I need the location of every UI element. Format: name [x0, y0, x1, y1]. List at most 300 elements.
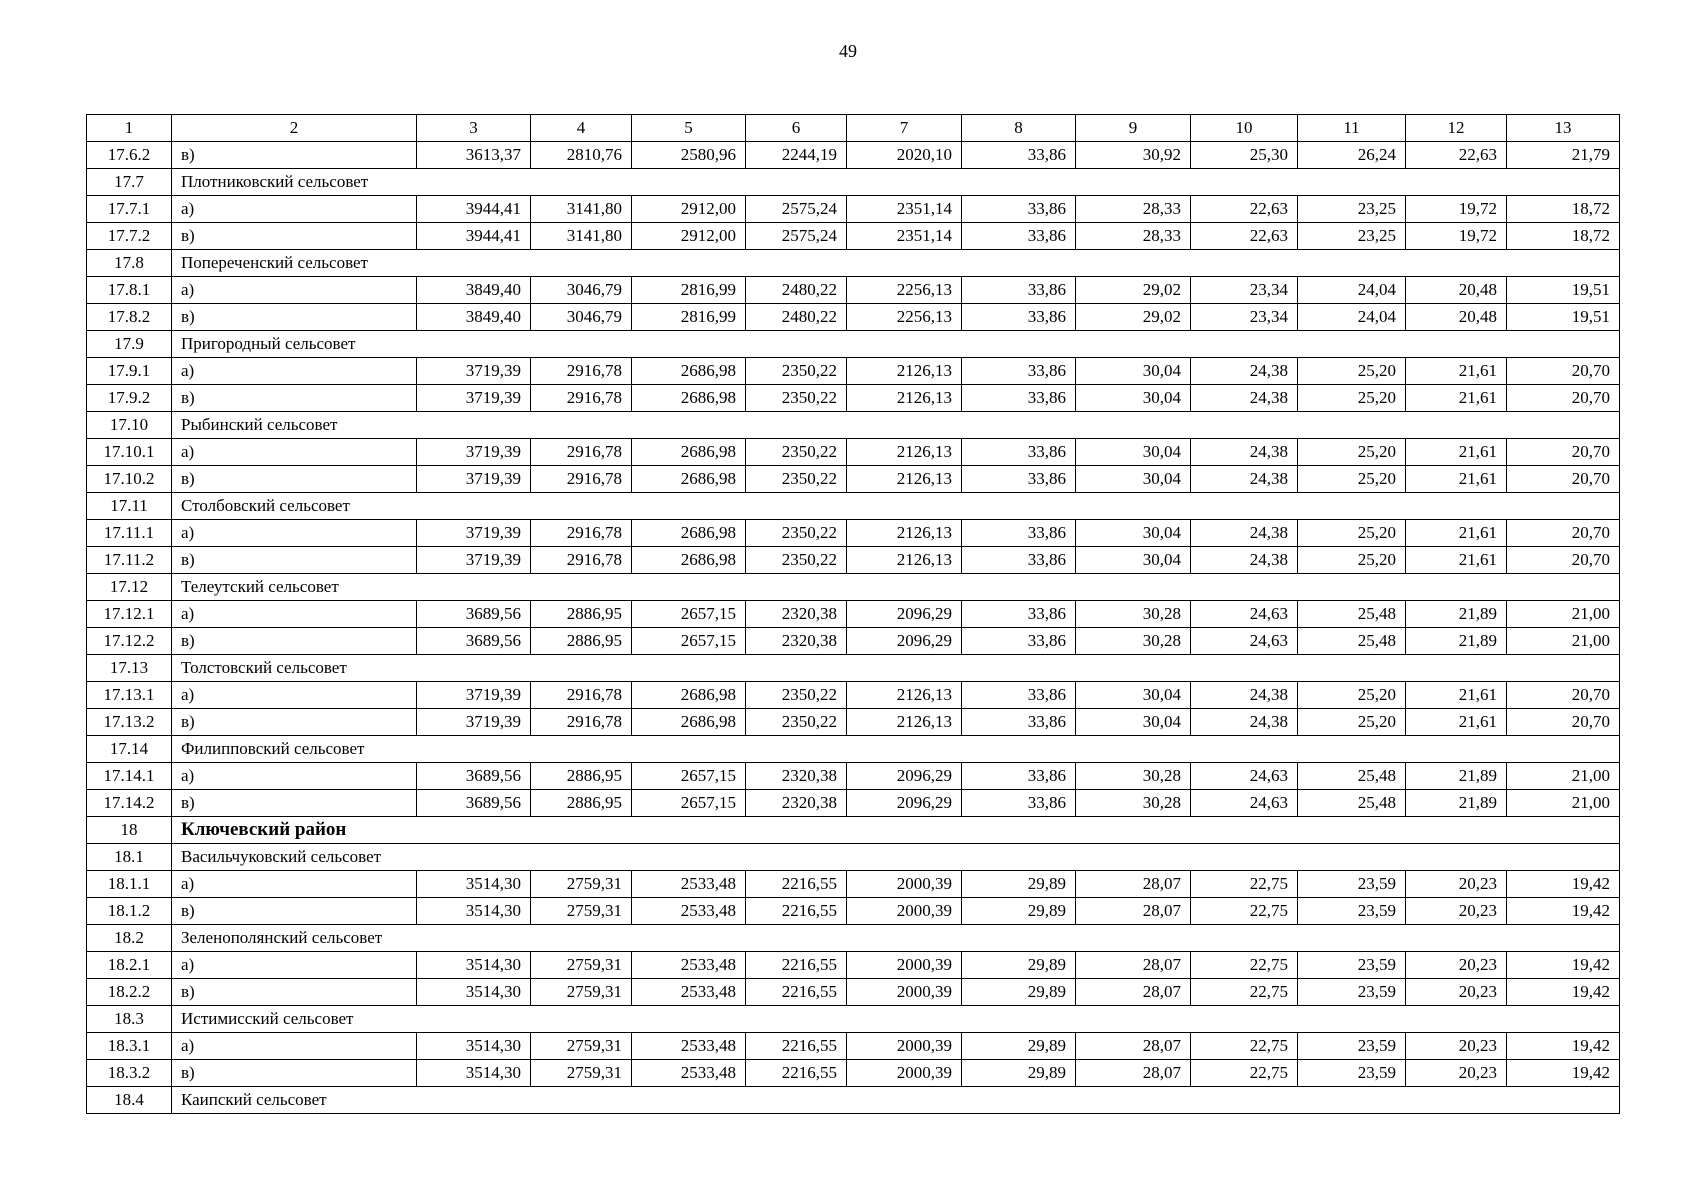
value-cell: 25,48 — [1298, 601, 1406, 628]
column-header: 13 — [1507, 115, 1620, 142]
table-body — [87, 115, 1620, 1114]
value-cell: 3719,39 — [417, 709, 531, 736]
value-cell: 24,63 — [1191, 790, 1298, 817]
value-cell: 3514,30 — [417, 1060, 531, 1087]
value-cell: 20,23 — [1406, 871, 1507, 898]
row-number: 17.7 — [87, 169, 172, 196]
column-header: 12 — [1406, 115, 1507, 142]
value-cell: 33,86 — [962, 304, 1076, 331]
section-row — [87, 844, 1620, 871]
row-label: в) — [172, 898, 417, 925]
value-cell: 22,75 — [1191, 979, 1298, 1006]
row-number: 17.9.2 — [87, 385, 172, 412]
value-cell: 2320,38 — [746, 601, 847, 628]
section-title: Плотниковский сельсовет — [172, 169, 1620, 196]
row-number: 17.12.2 — [87, 628, 172, 655]
row-label: а) — [172, 871, 417, 898]
value-cell: 23,34 — [1191, 277, 1298, 304]
value-cell: 19,42 — [1507, 979, 1620, 1006]
value-cell: 24,04 — [1298, 304, 1406, 331]
row-label: в) — [172, 466, 417, 493]
section-row — [87, 574, 1620, 601]
value-cell: 2886,95 — [531, 763, 632, 790]
row-label: в) — [172, 709, 417, 736]
section-title: Поперечeнский сельсовет — [172, 250, 1620, 277]
value-cell: 29,89 — [962, 979, 1076, 1006]
column-header: 10 — [1191, 115, 1298, 142]
value-cell: 24,38 — [1191, 358, 1298, 385]
value-cell: 2575,24 — [746, 223, 847, 250]
row-number: 18.2.1 — [87, 952, 172, 979]
value-cell: 20,70 — [1507, 547, 1620, 574]
value-cell: 24,38 — [1191, 439, 1298, 466]
table-row — [87, 763, 1620, 790]
row-number: 18.3 — [87, 1006, 172, 1033]
value-cell: 23,25 — [1298, 196, 1406, 223]
value-cell: 3689,56 — [417, 601, 531, 628]
value-cell: 33,86 — [962, 223, 1076, 250]
value-cell: 18,72 — [1507, 223, 1620, 250]
value-cell: 2686,98 — [632, 520, 746, 547]
value-cell: 30,04 — [1076, 385, 1191, 412]
value-cell: 21,00 — [1507, 790, 1620, 817]
value-cell: 23,34 — [1191, 304, 1298, 331]
value-cell: 25,20 — [1298, 358, 1406, 385]
row-number: 17.11 — [87, 493, 172, 520]
row-number: 17.11.2 — [87, 547, 172, 574]
value-cell: 33,86 — [962, 385, 1076, 412]
value-cell: 22,75 — [1191, 952, 1298, 979]
value-cell: 2096,29 — [847, 763, 962, 790]
table-row — [87, 898, 1620, 925]
row-number: 17.14.1 — [87, 763, 172, 790]
value-cell: 23,59 — [1298, 979, 1406, 1006]
value-cell: 21,00 — [1507, 628, 1620, 655]
value-cell: 23,59 — [1298, 1033, 1406, 1060]
value-cell: 2657,15 — [632, 763, 746, 790]
value-cell: 2126,13 — [847, 358, 962, 385]
value-cell: 33,86 — [962, 790, 1076, 817]
row-number: 17.10 — [87, 412, 172, 439]
value-cell: 21,89 — [1406, 790, 1507, 817]
value-cell: 19,42 — [1507, 952, 1620, 979]
value-cell: 19,42 — [1507, 1060, 1620, 1087]
table-row — [87, 1060, 1620, 1087]
value-cell: 3944,41 — [417, 223, 531, 250]
value-cell: 2320,38 — [746, 790, 847, 817]
value-cell: 2916,78 — [531, 358, 632, 385]
row-label: а) — [172, 358, 417, 385]
value-cell: 21,61 — [1406, 682, 1507, 709]
value-cell: 2533,48 — [632, 1033, 746, 1060]
table-row — [87, 979, 1620, 1006]
value-cell: 2351,14 — [847, 223, 962, 250]
row-number: 18.3.1 — [87, 1033, 172, 1060]
value-cell: 19,42 — [1507, 898, 1620, 925]
table-row — [87, 871, 1620, 898]
value-cell: 22,63 — [1191, 196, 1298, 223]
value-cell: 2886,95 — [531, 628, 632, 655]
value-cell: 33,86 — [962, 520, 1076, 547]
value-cell: 21,00 — [1507, 763, 1620, 790]
value-cell: 3719,39 — [417, 439, 531, 466]
value-cell: 3719,39 — [417, 547, 531, 574]
value-cell: 2350,22 — [746, 709, 847, 736]
value-cell: 3719,39 — [417, 520, 531, 547]
value-cell: 22,75 — [1191, 1033, 1298, 1060]
value-cell: 30,28 — [1076, 628, 1191, 655]
column-header: 3 — [417, 115, 531, 142]
value-cell: 2533,48 — [632, 1060, 746, 1087]
value-cell: 22,75 — [1191, 1060, 1298, 1087]
value-cell: 20,23 — [1406, 952, 1507, 979]
value-cell: 29,89 — [962, 1033, 1076, 1060]
value-cell: 3689,56 — [417, 763, 531, 790]
value-cell: 19,72 — [1406, 223, 1507, 250]
value-cell: 2533,48 — [632, 952, 746, 979]
value-cell: 2320,38 — [746, 763, 847, 790]
value-cell: 2096,29 — [847, 601, 962, 628]
table-row — [87, 385, 1620, 412]
value-cell: 2759,31 — [531, 979, 632, 1006]
value-cell: 2686,98 — [632, 439, 746, 466]
value-cell: 3689,56 — [417, 628, 531, 655]
value-cell: 21,89 — [1406, 763, 1507, 790]
value-cell: 21,79 — [1507, 142, 1620, 169]
value-cell: 33,86 — [962, 277, 1076, 304]
section-row — [87, 493, 1620, 520]
value-cell: 2216,55 — [746, 952, 847, 979]
value-cell: 28,07 — [1076, 1033, 1191, 1060]
value-cell: 2350,22 — [746, 439, 847, 466]
column-header: 1 — [87, 115, 172, 142]
value-cell: 2000,39 — [847, 1033, 962, 1060]
value-cell: 3849,40 — [417, 304, 531, 331]
value-cell: 28,07 — [1076, 1060, 1191, 1087]
value-cell: 2916,78 — [531, 466, 632, 493]
value-cell: 26,24 — [1298, 142, 1406, 169]
value-cell: 22,63 — [1191, 223, 1298, 250]
value-cell: 20,70 — [1507, 439, 1620, 466]
value-cell: 21,61 — [1406, 520, 1507, 547]
value-cell: 3514,30 — [417, 952, 531, 979]
value-cell: 3514,30 — [417, 898, 531, 925]
value-cell: 2759,31 — [531, 952, 632, 979]
value-cell: 28,07 — [1076, 871, 1191, 898]
page-number: 49 — [839, 41, 857, 61]
table-row — [87, 223, 1620, 250]
value-cell: 30,04 — [1076, 547, 1191, 574]
tariff-table — [86, 114, 1620, 1114]
table-row — [87, 790, 1620, 817]
value-cell: 30,28 — [1076, 790, 1191, 817]
value-cell: 2096,29 — [847, 790, 962, 817]
district-title: Ключевский район — [172, 817, 1620, 844]
value-cell: 30,28 — [1076, 763, 1191, 790]
value-cell: 2886,95 — [531, 601, 632, 628]
row-label: в) — [172, 385, 417, 412]
value-cell: 19,51 — [1507, 277, 1620, 304]
column-header: 5 — [632, 115, 746, 142]
section-row — [87, 331, 1620, 358]
value-cell: 3719,39 — [417, 466, 531, 493]
value-cell: 33,86 — [962, 601, 1076, 628]
value-cell: 28,07 — [1076, 952, 1191, 979]
value-cell: 29,89 — [962, 952, 1076, 979]
value-cell: 30,04 — [1076, 466, 1191, 493]
value-cell: 2480,22 — [746, 277, 847, 304]
value-cell: 2000,39 — [847, 898, 962, 925]
section-title: Телеутский сельсовет — [172, 574, 1620, 601]
value-cell: 3719,39 — [417, 385, 531, 412]
value-cell: 25,20 — [1298, 547, 1406, 574]
value-cell: 2000,39 — [847, 952, 962, 979]
table-row — [87, 952, 1620, 979]
value-cell: 2816,99 — [632, 277, 746, 304]
value-cell: 20,70 — [1507, 466, 1620, 493]
value-cell: 20,70 — [1507, 358, 1620, 385]
table-row — [87, 466, 1620, 493]
value-cell: 2916,78 — [531, 385, 632, 412]
value-cell: 24,38 — [1191, 520, 1298, 547]
section-title: Толстовский сельсовет — [172, 655, 1620, 682]
column-header: 11 — [1298, 115, 1406, 142]
row-number: 17.8.1 — [87, 277, 172, 304]
value-cell: 29,02 — [1076, 304, 1191, 331]
value-cell: 2350,22 — [746, 466, 847, 493]
value-cell: 20,23 — [1406, 979, 1507, 1006]
row-number: 17.10.2 — [87, 466, 172, 493]
value-cell: 33,86 — [962, 196, 1076, 223]
value-cell: 3719,39 — [417, 358, 531, 385]
value-cell: 3141,80 — [531, 223, 632, 250]
value-cell: 33,86 — [962, 763, 1076, 790]
value-cell: 33,86 — [962, 439, 1076, 466]
value-cell: 23,25 — [1298, 223, 1406, 250]
section-title: Каипский сельсовет — [172, 1087, 1620, 1114]
value-cell: 2244,19 — [746, 142, 847, 169]
value-cell: 2886,95 — [531, 790, 632, 817]
section-title: Филипповский сельсовет — [172, 736, 1620, 763]
value-cell: 2000,39 — [847, 979, 962, 1006]
row-label: в) — [172, 628, 417, 655]
section-row — [87, 1087, 1620, 1114]
section-title: Столбовский сельсовет — [172, 493, 1620, 520]
value-cell: 19,72 — [1406, 196, 1507, 223]
value-cell: 30,04 — [1076, 520, 1191, 547]
value-cell: 33,86 — [962, 142, 1076, 169]
value-cell: 20,23 — [1406, 898, 1507, 925]
value-cell: 28,33 — [1076, 196, 1191, 223]
row-number: 17.13.2 — [87, 709, 172, 736]
value-cell: 24,38 — [1191, 466, 1298, 493]
row-number: 18.1.1 — [87, 871, 172, 898]
row-label: в) — [172, 142, 417, 169]
value-cell: 25,20 — [1298, 439, 1406, 466]
value-cell: 30,92 — [1076, 142, 1191, 169]
value-cell: 2350,22 — [746, 547, 847, 574]
value-cell: 3613,37 — [417, 142, 531, 169]
value-cell: 24,38 — [1191, 385, 1298, 412]
section-row — [87, 925, 1620, 952]
section-title: Зеленополянский сельсовет — [172, 925, 1620, 952]
value-cell: 33,86 — [962, 682, 1076, 709]
section-row — [87, 250, 1620, 277]
value-cell: 2320,38 — [746, 628, 847, 655]
value-cell: 2350,22 — [746, 358, 847, 385]
section-row — [87, 1006, 1620, 1033]
value-cell: 20,23 — [1406, 1060, 1507, 1087]
value-cell: 2916,78 — [531, 439, 632, 466]
value-cell: 24,63 — [1191, 763, 1298, 790]
value-cell: 2480,22 — [746, 304, 847, 331]
value-cell: 30,04 — [1076, 358, 1191, 385]
table-row — [87, 142, 1620, 169]
value-cell: 23,59 — [1298, 871, 1406, 898]
value-cell: 2575,24 — [746, 196, 847, 223]
value-cell: 3514,30 — [417, 979, 531, 1006]
value-cell: 20,70 — [1507, 520, 1620, 547]
row-number: 18.1.2 — [87, 898, 172, 925]
value-cell: 2020,10 — [847, 142, 962, 169]
row-number: 17.9 — [87, 331, 172, 358]
value-cell: 2580,96 — [632, 142, 746, 169]
value-cell: 23,59 — [1298, 952, 1406, 979]
value-cell: 3689,56 — [417, 790, 531, 817]
value-cell: 2126,13 — [847, 547, 962, 574]
value-cell: 25,48 — [1298, 763, 1406, 790]
row-number: 17.14 — [87, 736, 172, 763]
section-title: Васильчуковский сельсовет — [172, 844, 1620, 871]
value-cell: 33,86 — [962, 466, 1076, 493]
row-number: 17.12 — [87, 574, 172, 601]
value-cell: 28,33 — [1076, 223, 1191, 250]
value-cell: 2216,55 — [746, 871, 847, 898]
value-cell: 25,20 — [1298, 466, 1406, 493]
value-cell: 25,48 — [1298, 628, 1406, 655]
section-row — [87, 412, 1620, 439]
value-cell: 24,63 — [1191, 628, 1298, 655]
value-cell: 3849,40 — [417, 277, 531, 304]
value-cell: 24,38 — [1191, 547, 1298, 574]
row-number: 18.2 — [87, 925, 172, 952]
value-cell: 29,89 — [962, 898, 1076, 925]
value-cell: 2126,13 — [847, 682, 962, 709]
row-number: 17.9.1 — [87, 358, 172, 385]
value-cell: 2216,55 — [746, 898, 847, 925]
value-cell: 20,70 — [1507, 709, 1620, 736]
value-cell: 2000,39 — [847, 1060, 962, 1087]
value-cell: 33,86 — [962, 358, 1076, 385]
value-cell: 2126,13 — [847, 520, 962, 547]
value-cell: 21,61 — [1406, 466, 1507, 493]
value-cell: 3514,30 — [417, 1033, 531, 1060]
value-cell: 28,07 — [1076, 898, 1191, 925]
table-row — [87, 439, 1620, 466]
value-cell: 2350,22 — [746, 682, 847, 709]
value-cell: 19,42 — [1507, 871, 1620, 898]
table-row — [87, 547, 1620, 574]
value-cell: 22,63 — [1406, 142, 1507, 169]
value-cell: 2216,55 — [746, 1060, 847, 1087]
value-cell: 30,04 — [1076, 709, 1191, 736]
value-cell: 24,38 — [1191, 682, 1298, 709]
value-cell: 25,48 — [1298, 790, 1406, 817]
value-cell: 2096,29 — [847, 628, 962, 655]
value-cell: 2916,78 — [531, 709, 632, 736]
value-cell: 19,42 — [1507, 1033, 1620, 1060]
value-cell: 20,23 — [1406, 1033, 1507, 1060]
row-label: а) — [172, 682, 417, 709]
district-row — [87, 817, 1620, 844]
section-title: Рыбинский сельсовет — [172, 412, 1620, 439]
table-row — [87, 682, 1620, 709]
row-number: 17.13.1 — [87, 682, 172, 709]
row-label: в) — [172, 304, 417, 331]
value-cell: 3514,30 — [417, 871, 531, 898]
section-row — [87, 736, 1620, 763]
value-cell: 30,04 — [1076, 682, 1191, 709]
value-cell: 2759,31 — [531, 1060, 632, 1087]
value-cell: 2916,78 — [531, 682, 632, 709]
row-number: 18.3.2 — [87, 1060, 172, 1087]
table-row — [87, 628, 1620, 655]
column-header: 7 — [847, 115, 962, 142]
header-row — [87, 115, 1620, 142]
row-label: а) — [172, 439, 417, 466]
value-cell: 2916,78 — [531, 520, 632, 547]
row-label: а) — [172, 277, 417, 304]
value-cell: 2000,39 — [847, 871, 962, 898]
value-cell: 2759,31 — [531, 898, 632, 925]
value-cell: 33,86 — [962, 628, 1076, 655]
row-label: а) — [172, 763, 417, 790]
column-header: 8 — [962, 115, 1076, 142]
value-cell: 2686,98 — [632, 547, 746, 574]
section-title: Истимисский сельсовет — [172, 1006, 1620, 1033]
row-label: а) — [172, 601, 417, 628]
value-cell: 33,86 — [962, 709, 1076, 736]
value-cell: 21,61 — [1406, 439, 1507, 466]
value-cell: 2533,48 — [632, 871, 746, 898]
table-row — [87, 277, 1620, 304]
column-header: 4 — [531, 115, 632, 142]
table-row — [87, 1033, 1620, 1060]
value-cell: 24,38 — [1191, 709, 1298, 736]
column-header: 2 — [172, 115, 417, 142]
value-cell: 2350,22 — [746, 520, 847, 547]
row-number: 17.8.2 — [87, 304, 172, 331]
value-cell: 2126,13 — [847, 466, 962, 493]
column-header: 9 — [1076, 115, 1191, 142]
value-cell: 2256,13 — [847, 277, 962, 304]
table-row — [87, 709, 1620, 736]
value-cell: 2916,78 — [531, 547, 632, 574]
value-cell: 30,28 — [1076, 601, 1191, 628]
row-number: 17.6.2 — [87, 142, 172, 169]
value-cell: 2216,55 — [746, 1033, 847, 1060]
row-number: 18.1 — [87, 844, 172, 871]
value-cell: 2686,98 — [632, 682, 746, 709]
value-cell: 28,07 — [1076, 979, 1191, 1006]
value-cell: 21,00 — [1507, 601, 1620, 628]
value-cell: 25,20 — [1298, 682, 1406, 709]
row-label: в) — [172, 547, 417, 574]
value-cell: 21,61 — [1406, 385, 1507, 412]
row-number: 17.8 — [87, 250, 172, 277]
value-cell: 21,61 — [1406, 709, 1507, 736]
row-label: а) — [172, 196, 417, 223]
